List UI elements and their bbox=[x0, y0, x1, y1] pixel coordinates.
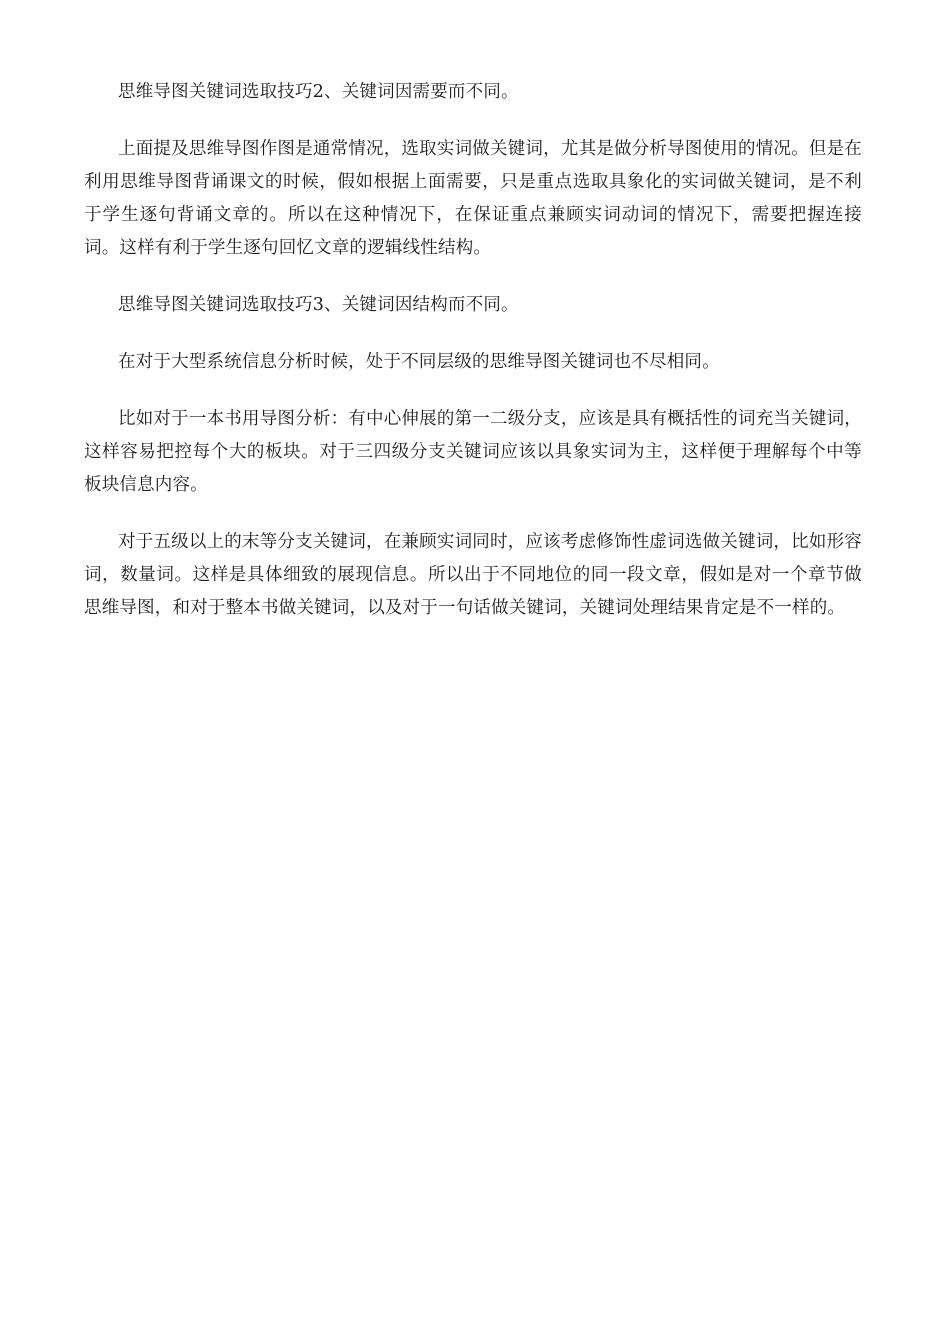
paragraph-recitation: 上面提及思维导图作图是通常情况，选取实词做关键词，尤其是做分析导图使用的情况。但是在利用思维导图背诵课文的时候，假如根据上面需要，只是重点选取具象化的实词做关键词，是不利于学生逐句背诵文章的。所以在这种情况下，在保证重点兼顾实词动词的情况下，需要把握连接词。这样有利于学生逐句回忆文章的逻辑线性结构。 bbox=[84, 139, 862, 258]
paragraph-system-analysis: 在对于大型系统信息分析时候，处于不同层级的思维导图关键词也不尽相同。 bbox=[118, 352, 720, 372]
document-page bbox=[84, 76, 862, 649]
paragraph-fifth-level: 对于五级以上的末等分支关键词，在兼顾实词同时，应该考虑修饰性虚词选做关键词，比如形容词，数量词。这样是具体细致的展现信息。所以出于不同地位的同一段文章，假如是对一个章节做思维导图，和对于整本书做关键词，以及对于一句话做关键词，关键词处理结果肯定是不一样的。 bbox=[84, 532, 862, 618]
paragraph-book-branches: 比如对于一本书用导图分析：有中心伸展的第一二级分支，应该是具有概括性的词充当关键词，这样容易把控每个大的板块。对于三四级分支关键词应该以具象实词为主，这样便于理解每个中等板块信息内容。 bbox=[84, 409, 862, 495]
heading-tip-2: 思维导图关键词选取技巧2、关键词因需要而不同。 bbox=[118, 82, 519, 102]
heading-tip-3: 思维导图关键词选取技巧3、关键词因结构而不同。 bbox=[118, 295, 519, 315]
